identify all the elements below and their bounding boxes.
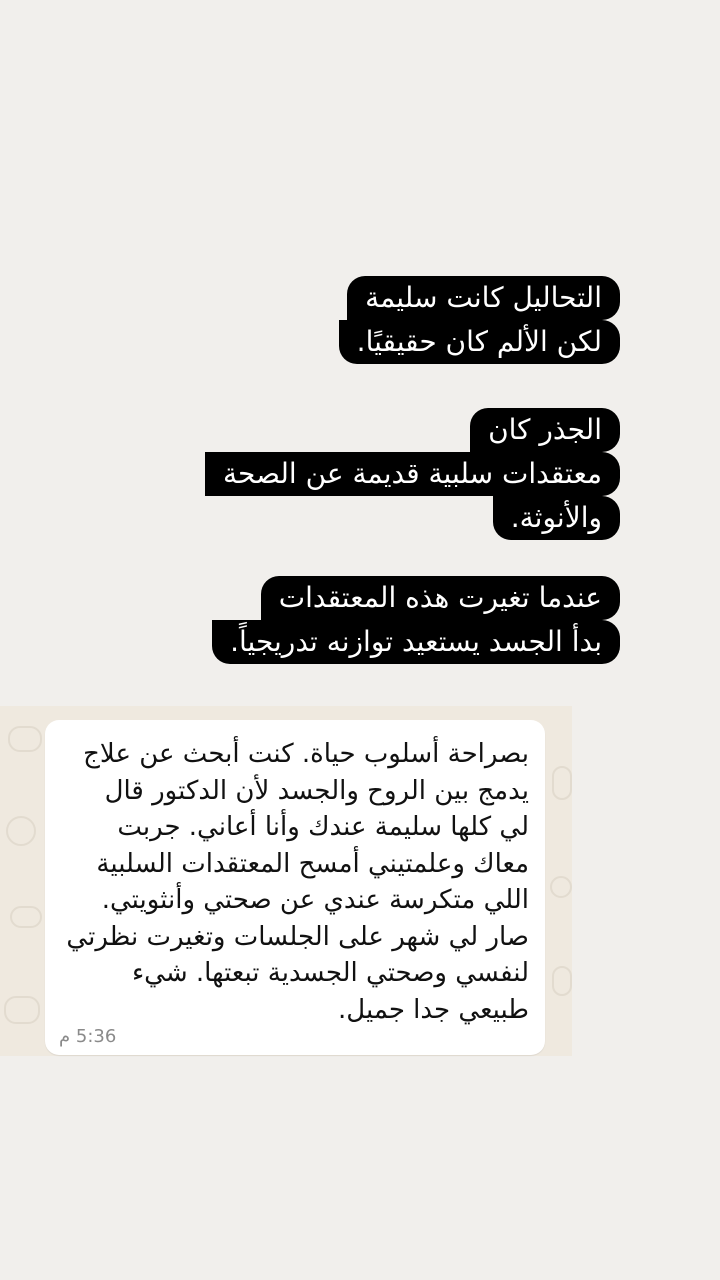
wallpaper-doodle — [6, 816, 36, 846]
caption-line: التحاليل كانت سليمة — [347, 276, 620, 320]
message-line: بصراحة أسلوب حياة. كنت أبحث عن علاج — [83, 739, 529, 769]
message-line: لي كلها سليمة عندك وأنا أعاني. جربت — [117, 812, 529, 842]
wallpaper-doodle — [552, 766, 572, 800]
caption-line: معتقدات سلبية قديمة عن الصحة — [205, 452, 620, 496]
message-line: لنفسي وصحتي الجسدية تبعتها. شيء — [131, 958, 529, 988]
message-bubble[interactable] — [45, 720, 545, 1055]
caption-block-1 — [339, 276, 620, 364]
message-line: اللي متكرسة عندي عن صحتي وأنثويتي. — [101, 885, 529, 915]
caption-line: عندما تغيرت هذه المعتقدات — [261, 576, 620, 620]
caption-line: بدأ الجسد يستعيد توازنه تدريجياً. — [212, 620, 620, 664]
message-line: يدمج بين الروح والجسد لأن الدكتور قال — [104, 775, 529, 806]
caption-block-2 — [205, 408, 620, 540]
message-text — [59, 736, 529, 1028]
caption-line: لكن الألم كان حقيقيًا. — [339, 320, 620, 364]
caption-block-3 — [212, 576, 620, 664]
message-line: طبيعي جدا جميل. — [338, 994, 529, 1025]
message-line: معاك وعلمتيني أمسح المعتقدات السلبية — [96, 848, 529, 879]
message-timestamp: 5:36 م — [59, 1026, 117, 1047]
wallpaper-doodle — [10, 906, 42, 928]
wallpaper-doodle — [550, 876, 572, 898]
message-line: صار لي شهر على الجلسات وتغيرت نظرتي — [66, 921, 529, 952]
wallpaper-doodle — [552, 966, 572, 996]
wallpaper-doodle — [8, 726, 42, 752]
wallpaper-doodle — [4, 996, 40, 1024]
caption-line: الجذر كان — [470, 408, 620, 452]
caption-line: والأنوثة. — [493, 496, 620, 540]
